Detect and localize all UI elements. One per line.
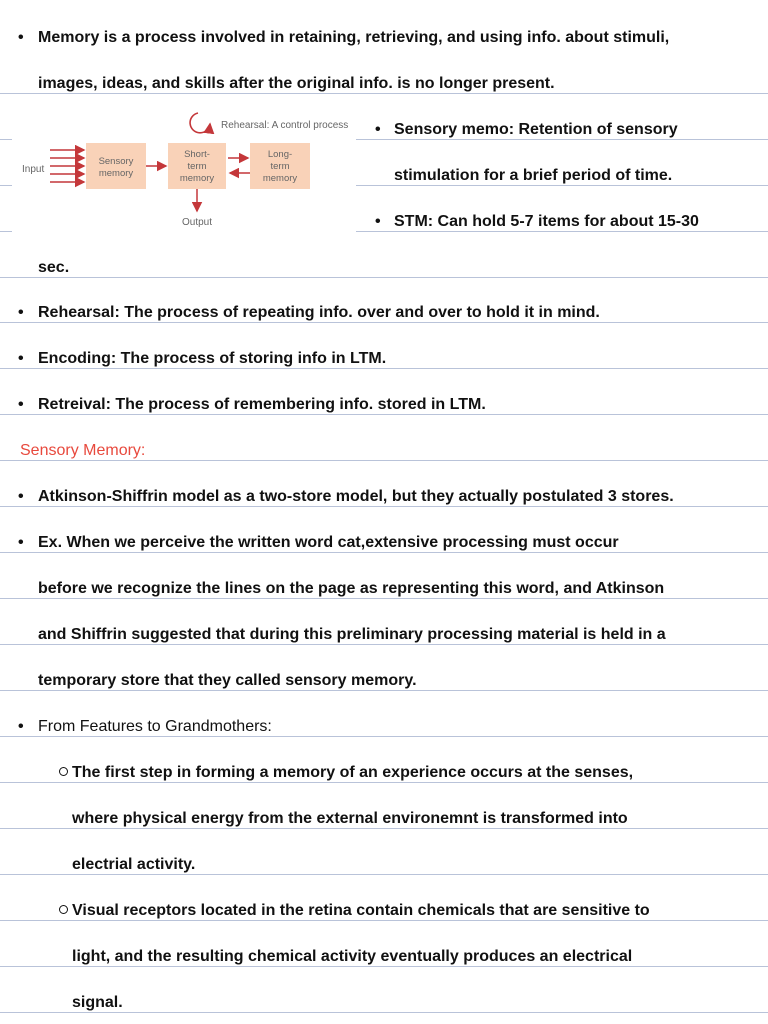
text-line: Ex. When we perceive the written word cat,extensive processing must occur (38, 534, 619, 551)
bullet: • (18, 718, 24, 735)
stm-label-2: term (187, 161, 207, 172)
sub-bullet-circle (59, 767, 68, 776)
sensory-label-2: memory (98, 168, 134, 179)
bullet: • (375, 213, 381, 230)
bullet: • (18, 350, 24, 367)
text-line: Retreival: The process of remembering info. stored in LTM. (38, 396, 486, 413)
input-label: Input (22, 164, 45, 175)
text-line: where physical energy from the external environemnt is transformed into (72, 810, 628, 827)
rehearsal-loop-arrow (190, 113, 210, 133)
bullet: • (18, 396, 24, 413)
text-line: electrial activity. (72, 856, 196, 873)
text-line: Atkinson-Shiffrin model as a two-store model, but they actually postulated 3 stores. (38, 488, 674, 505)
bullet: • (375, 121, 381, 138)
input-arrows (50, 150, 84, 182)
rehearsal-label: Rehearsal: A control process (221, 120, 349, 131)
text-line: Memory is a process involved in retaining, retrieving, and using info. about stimuli, (38, 29, 670, 46)
text-line: stimulation for a brief period of time. (394, 167, 673, 184)
text-line: sec. (38, 259, 70, 276)
text-line: STM: Can hold 5-7 items for about 15-30 (394, 213, 699, 230)
bullet: • (18, 304, 24, 321)
bullet: • (18, 488, 24, 505)
memory-model-diagram (0, 106, 356, 232)
rule-line (0, 277, 768, 278)
sub-bullet-circle (59, 905, 68, 914)
text-line: light, and the resulting chemical activity eventually produces an electrical (72, 948, 633, 965)
bullet: • (18, 29, 24, 46)
text-line: signal. (72, 994, 123, 1011)
text-line: Rehearsal: The process of repeating info. over and over to hold it in mind. (38, 304, 600, 321)
text-line: The first step in forming a memory of an experience occurs at the senses, (72, 764, 634, 781)
ltm-label-3: memory (262, 173, 298, 184)
ltm-label-2: term (270, 161, 290, 172)
stm-label-3: memory (179, 173, 215, 184)
output-label: Output (181, 217, 213, 228)
section-heading: Sensory Memory: (20, 442, 146, 459)
text-line: before we recognize the lines on the page as representing this word, and Atkinson (38, 580, 665, 597)
text-line: Sensory memo: Retention of sensory (394, 121, 678, 138)
sensory-label-1: Sensory (98, 156, 134, 167)
stm-label-1: Short- (184, 149, 210, 160)
ltm-label-1: Long- (267, 149, 293, 160)
text-line: Visual receptors located in the retina contain chemicals that are sensitive to (72, 902, 650, 919)
text-line: From Features to Grandmothers: (38, 718, 272, 735)
text-line: and Shiffrin suggested that during this preliminary processing material is held in a (38, 626, 666, 643)
text-line: images, ideas, and skills after the original info. is no longer present. (38, 75, 555, 92)
bullet: • (18, 534, 24, 551)
text-line: Encoding: The process of storing info in LTM. (38, 350, 387, 367)
text-line: temporary store that they called sensory memory. (38, 672, 417, 689)
